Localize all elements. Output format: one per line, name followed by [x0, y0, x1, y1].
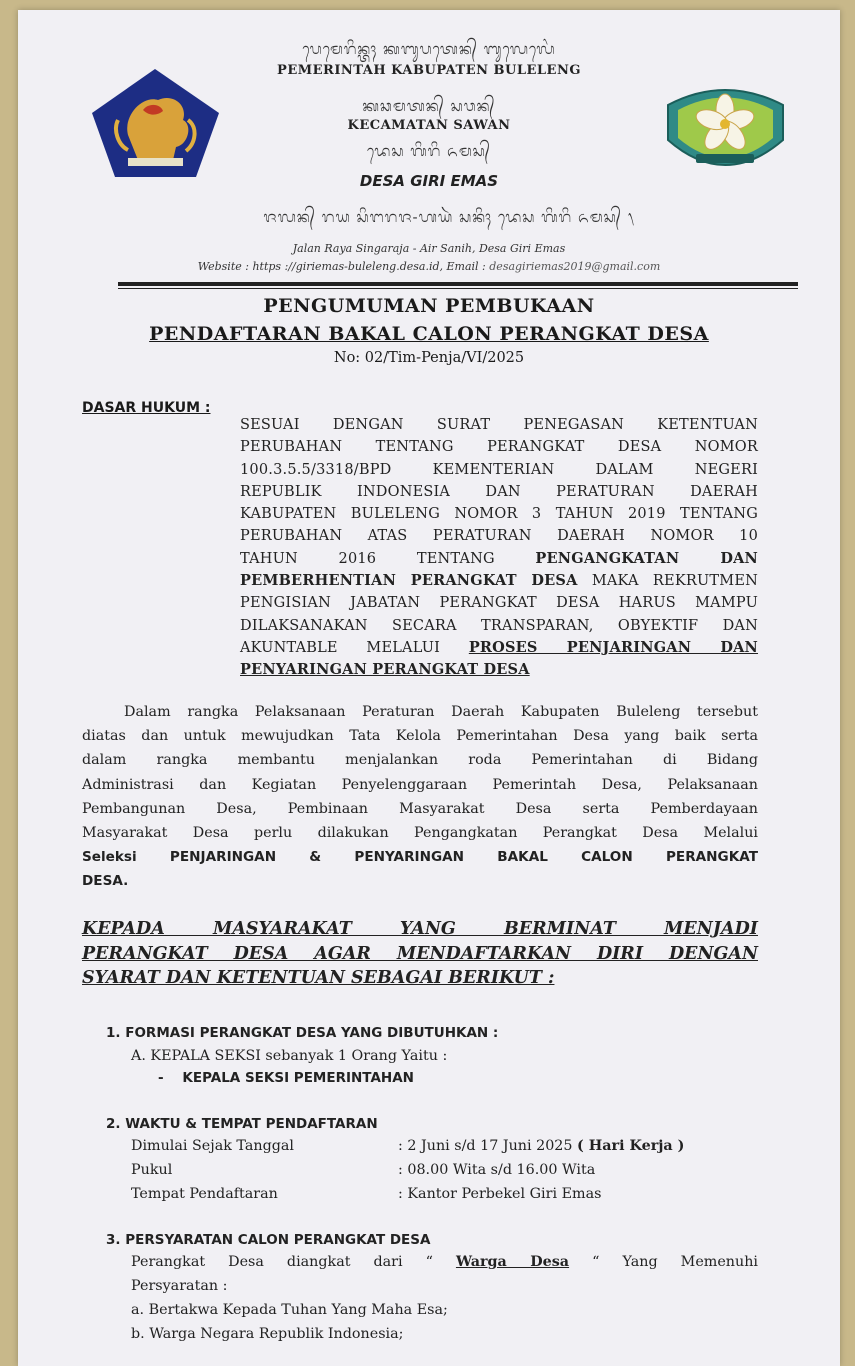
section-2-heading: 2. WAKTU & TEMPAT PENDAFTARAN [106, 1116, 378, 1132]
email-address[interactable]: desagiriemas2019@gmail.com [489, 260, 661, 273]
section-3-item-a: a. Bertakwa Kepada Tuhan Yang Maha Esa; [131, 1302, 448, 1318]
section-1-heading: 1. FORMASI PERANGKAT DESA YANG DIBUTUHKAN : [106, 1025, 499, 1041]
email-label: , Email : [439, 260, 490, 273]
section-1-item-position: - KEPALA SEKSI PEMERINTAHAN [158, 1070, 414, 1086]
document-page [18, 10, 840, 1366]
government-name: PEMERINTAH KABUPATEN BULELENG [277, 63, 581, 78]
village-name: DESA GIRI EMAS [359, 172, 499, 190]
balinese-script-line-3: ᬤᬾᬲ ᬕᬶᬭᬶ ᬏᬫᬲ᭄ [367, 142, 491, 160]
letterhead-divider-thick [118, 282, 798, 286]
announcement-subtitle: PENDAFTARAN BAKAL CALON PERANGKAT DESA [149, 323, 709, 345]
legal-basis-text: SESUAI DENGAN SURAT PENEGASAN KETENTUAN PERUBAHAN TENTANG PERANGKAT DESA NOMOR 100.3.5.5/3318/BPD KEMENTERIAN DALAM NEGERI REPUBLIK INDONESIA DAN PERATURAN DAERAH KABUPATEN BULELENG NOMOR 3 TAHUN 2019 TENTANG PERUBAHAN ATAS PERATURAN DAERAH NOMOR 10 TAHUN 2016 TENTANG PENGANGKATAN DAN PEMBERHENTIAN PERANGKAT DESA MAKA REKRUTMEN PENGISIAN JABATAN PERANGKAT DESA HARUS MAMPU DILAKSANAKAN SECARA TRANSPARAN, OBYEKTIF DAN AKUNTABLE MELALUI PROSES PENJARINGAN DAN PENYARINGAN PERANGKAT DESA [240, 417, 759, 679]
section-2-row-time-value: : 08.00 Wita s/d 16.00 Wita [398, 1162, 596, 1178]
district-name: KECAMATAN SAWAN [347, 118, 511, 133]
address: Jalan Raya Singaraja - Air Sanih, Desa Giri Emas [292, 242, 566, 255]
section-2-row-start-value: : 2 Juni s/d 17 Juni 2025 ( Hari Kerja ) [398, 1138, 685, 1154]
call-to-public: KEPADA MASYARAKAT YANG BERMINAT MENJADI PERANGKAT DESA AGAR MENDAFTARKAN DIRI DENGAN SYARAT DAN KETENTUAN SEBAGAI BERIKUT : [82, 919, 758, 988]
letterhead-divider-thin [118, 288, 798, 289]
announcement-title: PENGUMUMAN PEMBUKAAN [263, 295, 595, 317]
section-2-row-place-value: : Kantor Perbekel Giri Emas [398, 1186, 602, 1202]
website-url[interactable]: https ://giriemas-buleleng.desa.id [252, 260, 440, 273]
section-3-item-b: b. Warga Negara Republik Indonesia; [131, 1326, 404, 1342]
section-3-heading: 3. PERSYARATAN CALON PERANGKAT DESA [106, 1232, 431, 1248]
legal-basis-label: DASAR HUKUM : [82, 400, 211, 416]
contact-line [18, 260, 840, 273]
announcement-number: No: 02/Tim-Penja/VI/2025 [333, 350, 525, 366]
section-1-item-a: A. KEPALA SEKSI sebanyak 1 Orang Yaitu : [131, 1048, 448, 1064]
balinese-script-line-4: ᬚᬮᬦ᭄ ᬭᬬ ᬲᬶᬗᬭᬚ-ᬳᬬᬃ ᬲᬦᬶᬄ ᬤᬾᬲ ᬕᬶᬭᬶ ᬏᬫᬲ᭄ ᭞ [263, 208, 635, 226]
website-label: Website : [197, 260, 253, 273]
section-3-intro-line: Perangkat Desa diangkat dari “ Warga Desa “ Yang Memenuhi [131, 1254, 758, 1270]
section-2-row-start-label: Dimulai Sejak Tanggal [131, 1138, 294, 1154]
introduction-paragraph: Dalam rangka Pelaksanaan Peraturan Daerah Kabupaten Buleleng tersebut diatas dan untuk mewujudkan Tata Kelola Pemerintahan Desa yang baik serta dalam rangka membantu menjalankan roda Pemerintahan di Bidang Administrasi dan Kegiatan Penyelenggaraan Pemerintah Desa, Pelaksanaan Pembangunan Desa, Pembinaan Masyarakat Desa serta Pemberdayaan Masyarakat Desa perlu dilakukan Pengangkatan Perangkat Desa Melalui Seleksi PENJARINGAN & PENYARINGAN BAKAL CALON PERANGKAT DESA. [82, 704, 758, 890]
section-2-row-time-label: Pukul [131, 1162, 173, 1178]
section-3-intro-continuation: Persyaratan : [131, 1278, 228, 1294]
balinese-script-line-2: ᬓᬘᬫᬢᬦ᭄ ᬲᬯᬦ᭄ [362, 97, 496, 115]
section-2-row-place-label: Tempat Pendaftaran [131, 1186, 278, 1202]
balinese-script-line-1: ᬧᬾᬫᬾᬭᬶᬦ᭄ᬢᬄ ᬓᬩᬸᬧᬢᬾᬦ᭄ ᬩᬸᬮᬾᬮᬾᬂ [302, 40, 556, 58]
